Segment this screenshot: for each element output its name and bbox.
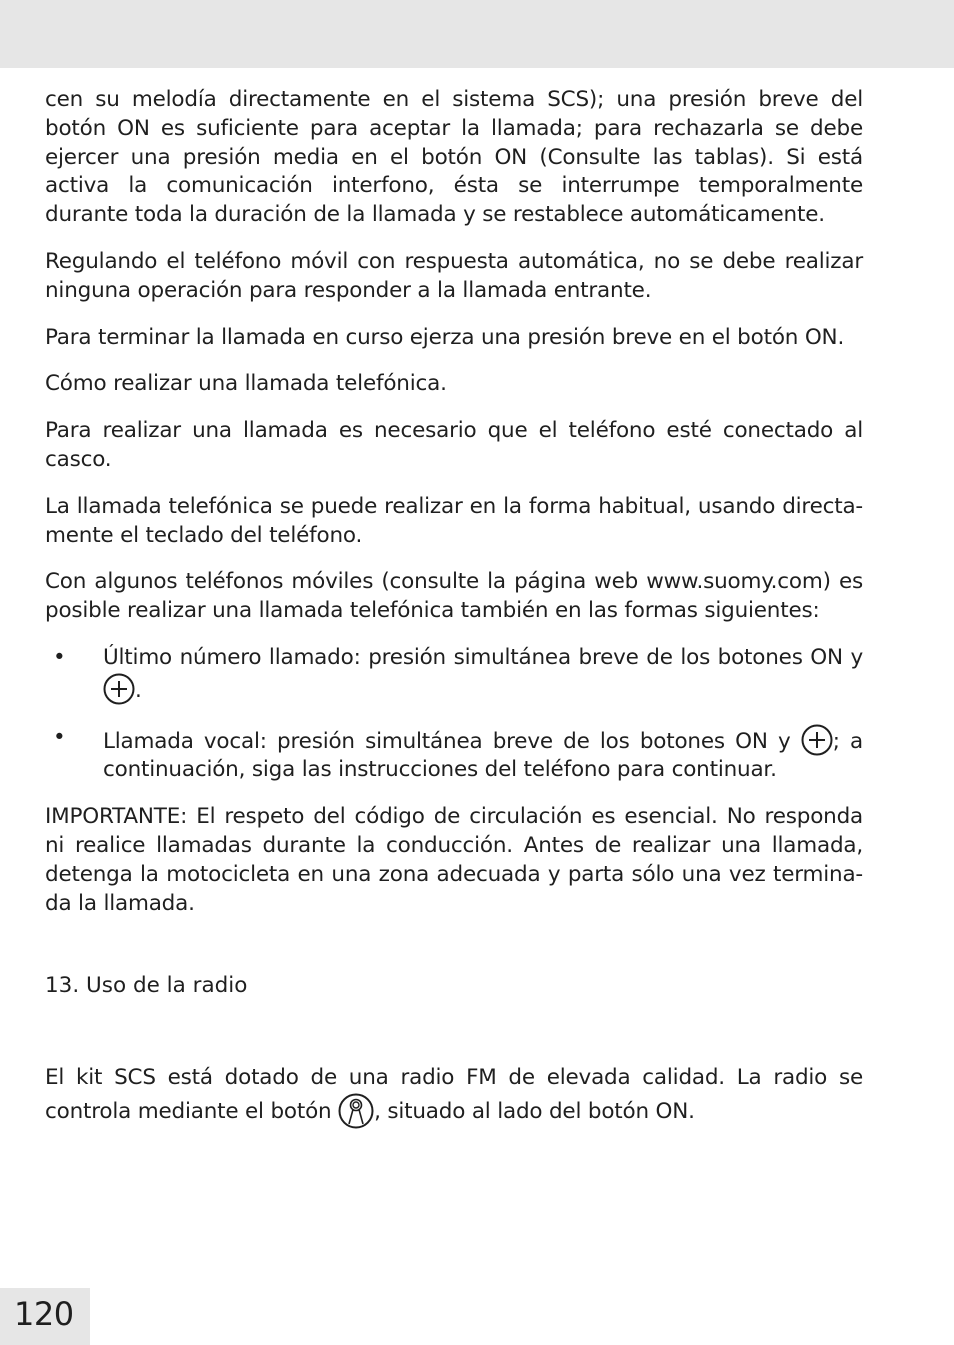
paragraph-end-call: Para terminar la llamada en curso ejerza una presión breve en el botón ON. xyxy=(45,324,845,350)
paragraph-radio xyxy=(45,1064,863,1129)
bullet-dot: • xyxy=(53,644,66,670)
paragraph-auto-answer: Regulando el teléfono móvil con respuesta automática, no se debe realizar ninguna operación para responder a la llamada entrante. xyxy=(45,248,863,303)
bullet-text: Último número llamado: presión simultánea breve de los botones ON y xyxy=(103,644,863,670)
page-number-box xyxy=(0,1288,90,1345)
paragraph-phone-connected: Para realizar una llamada es necesario que el teléfono esté conectado al casco. xyxy=(45,418,863,472)
page-number: 120 xyxy=(14,1295,74,1333)
heading-make-call: Cómo realizar una llamada telefónica. xyxy=(45,371,447,397)
paragraph-incoming-call: cen su melodía directamente en el sistema SCS); una presión breve del botón ON es suficiente para aceptar la llamada; para rechazarla se debe ejercer una presión media en el botón ON (Consulte las tablas). Si está activa la comunicación interfono, ésta se interrumpe temporalmente durante toda la duración de la llamada y se restablece automáticamente. xyxy=(45,87,863,228)
bullet-dot: • xyxy=(53,724,66,750)
paragraph-important: IMPORTANTE: El respeto del código de circulación es esencial. No responda ni realice llamadas durante la conducción. Antes de realizar una llamada, detenga la motocicleta en una zona adecuada y parta sólo una vez termina-da la llamada. xyxy=(45,804,863,916)
radio-text-before: El kit SCS está dotado de una radio FM de elevada calidad. La radio se controla mediante el botón xyxy=(45,1065,863,1124)
paragraph-keypad: La llamada telefónica se puede realizar en la forma habitual, usando directa-mente el teclado del teléfono. xyxy=(45,493,863,548)
bullet-text: Llamada vocal: presión simultánea breve de los botones ON y xyxy=(103,728,801,754)
section-title-radio: 13. Uso de la radio xyxy=(45,973,248,998)
radio-text-after: , situado al lado del botón ON. xyxy=(374,1098,695,1124)
list-item-voice-call xyxy=(45,724,863,786)
list-item-last-number xyxy=(45,644,863,706)
radio-button-icon xyxy=(338,1093,374,1129)
paragraph-phone-models: Con algunos teléfonos móviles (consulte la página web www.suomy.com) es posible realizar una llamada telefónica también en las formas siguientes: xyxy=(45,569,863,624)
header-band xyxy=(0,0,954,68)
plus-button-icon xyxy=(103,673,135,705)
bullet-text-end: ; a continuación, siga las instrucciones del teléfono para continuar. xyxy=(103,728,863,783)
body-text xyxy=(45,86,863,936)
plus-button-icon xyxy=(801,724,833,756)
bullet-text-end: . xyxy=(135,677,142,703)
